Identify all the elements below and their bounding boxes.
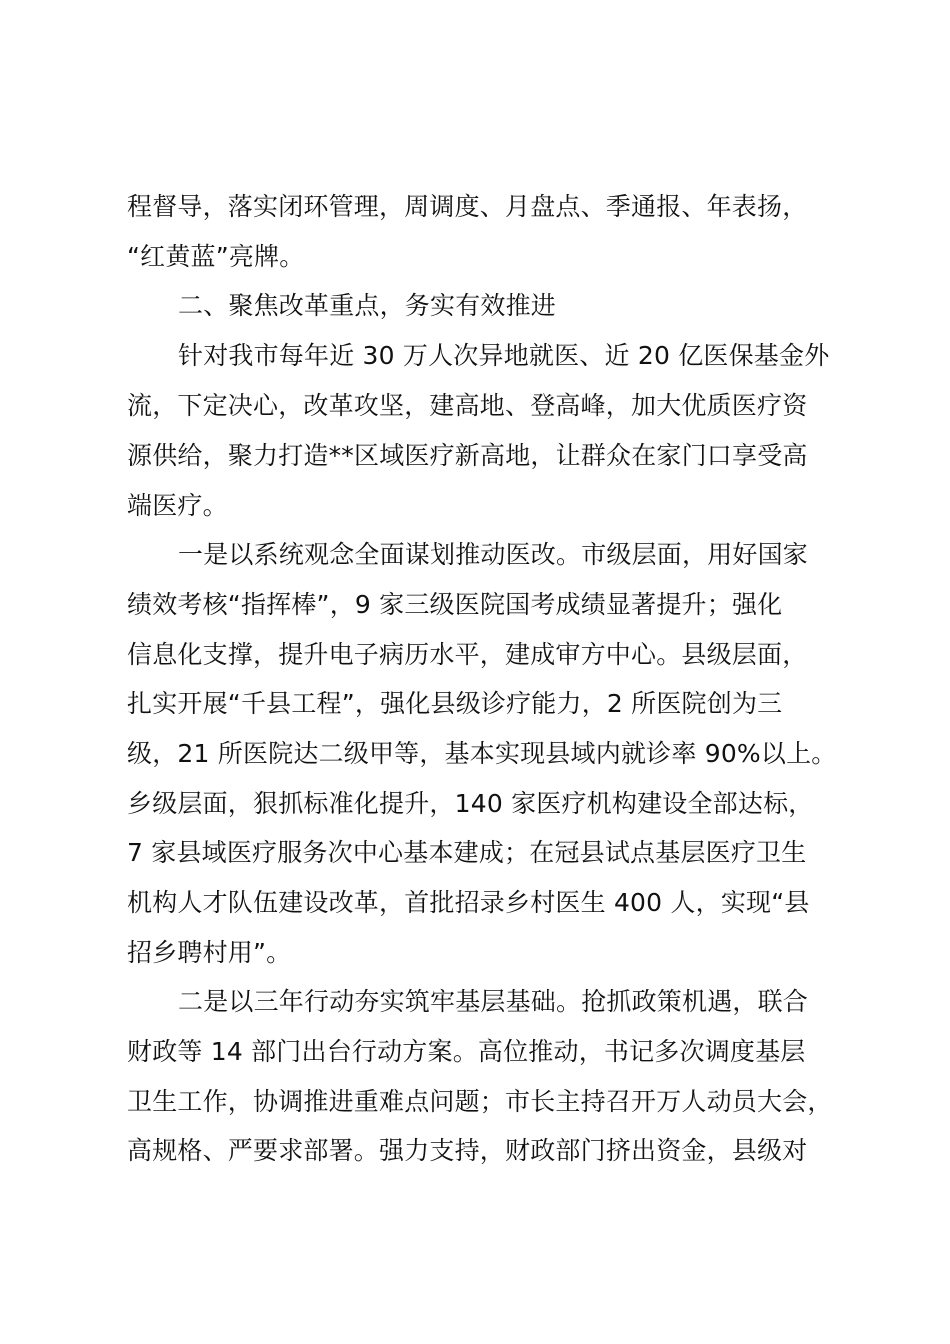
section-heading: 二、聚焦改革重点，务实有效推进 xyxy=(178,291,557,320)
body-line: 招乡聘村用”。 xyxy=(127,938,292,967)
paragraph-first-line: 针对我市每年近 30 万人次异地就医、近 20 亿医保基金外 xyxy=(178,341,830,370)
body-line: 财政等 14 部门出台行动方案。高位推动，书记多次调度基层 xyxy=(127,1037,806,1066)
body-line: 乡级层面，狠抓标准化提升，140 家医疗机构建设全部达标， xyxy=(127,789,814,818)
body-line: 端医疗。 xyxy=(127,491,228,520)
body-line: 流，下定决心，改革攻坚，建高地、登高峰，加大优质医疗资 xyxy=(127,391,808,420)
body-line: 机构人才队伍建设改革，首批招录乡村医生 400 人，实现“县 xyxy=(127,888,810,917)
body-line: 级，21 所医院达二级甲等，基本实现县域内就诊率 90%以上。 xyxy=(127,739,837,768)
body-line: 绩效考核“指挥棒”，9 家三级医院国考成绩显著提升；强化 xyxy=(127,590,783,619)
paragraph-first-line: 二是以三年行动夯实筑牢基层基础。抢抓政策机遇，联合 xyxy=(178,987,809,1016)
body-line: 高规格、严要求部署。强力支持，财政部门挤出资金，县级对 xyxy=(127,1136,808,1165)
body-line: 信息化支撑，提升电子病历水平，建成审方中心。县级层面， xyxy=(127,640,808,669)
body-line: “红黄蓝”亮牌。 xyxy=(127,242,305,271)
body-line: 卫生工作，协调推进重难点问题；市长主持召开万人动员大会， xyxy=(127,1087,833,1116)
body-line: 程督导，落实闭环管理，周调度、月盘点、季通报、年表扬， xyxy=(127,192,808,221)
paragraph-first-line: 一是以系统观念全面谋划推动医改。市级层面，用好国家 xyxy=(178,540,809,569)
body-line: 源供给，聚力打造**区域医疗新高地，让群众在家门口享受高 xyxy=(127,441,808,470)
body-line: 7 家县域医疗服务次中心基本建成；在冠县试点基层医疗卫生 xyxy=(127,838,807,867)
body-line: 扎实开展“千县工程”，强化县级诊疗能力，2 所医院创为三 xyxy=(127,689,783,718)
